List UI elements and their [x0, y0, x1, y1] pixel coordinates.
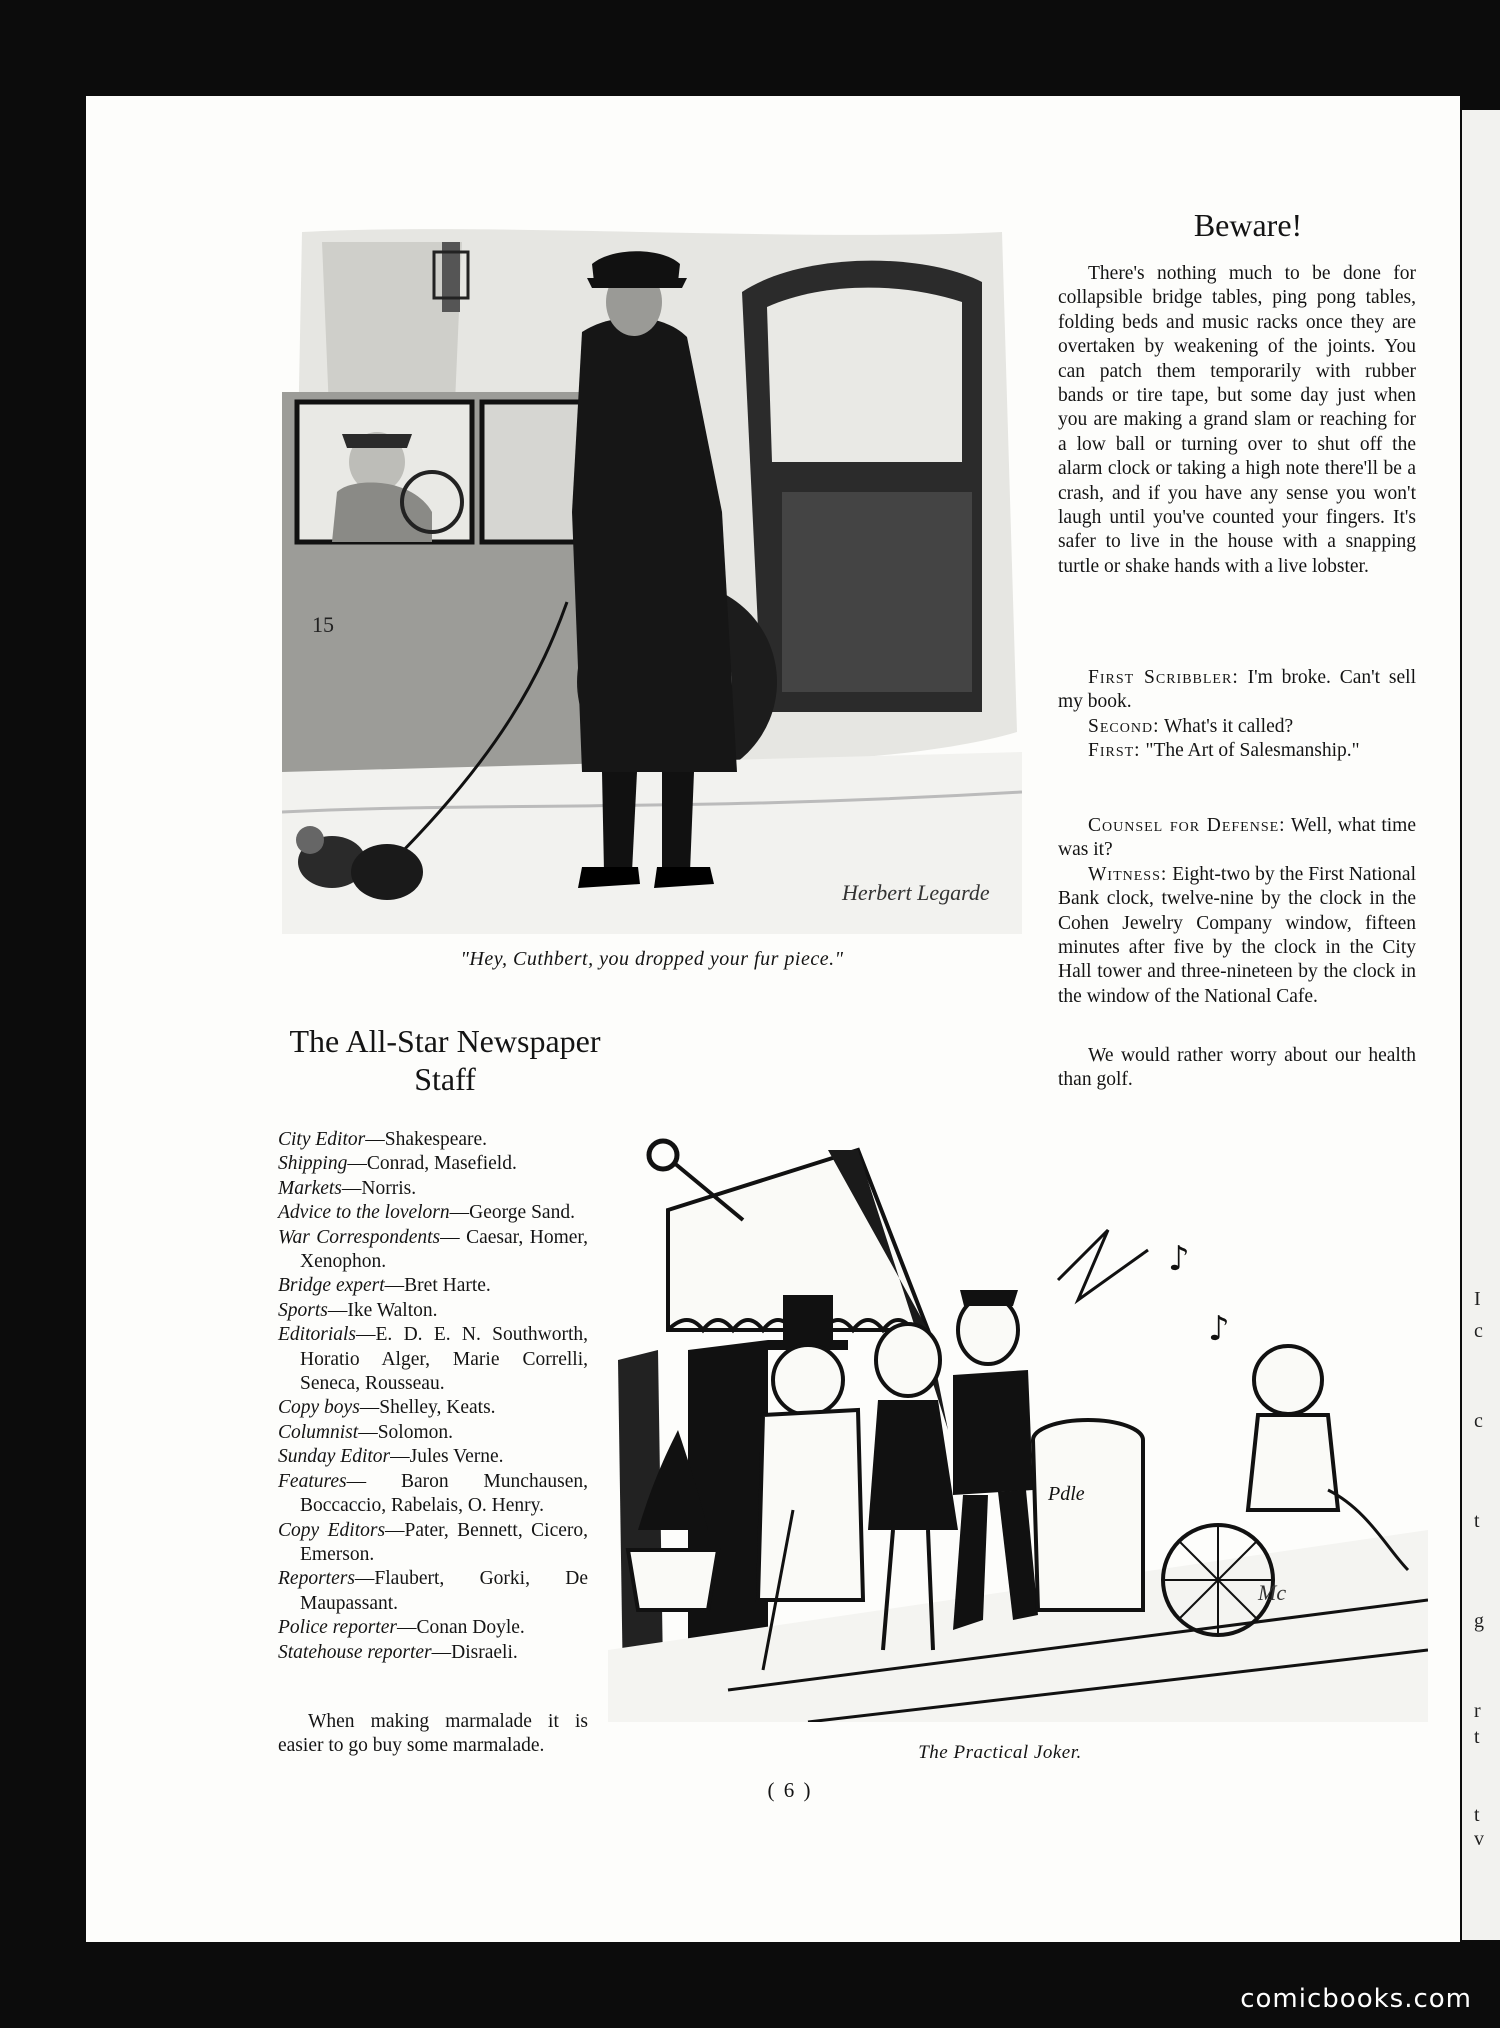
staff-names: Conan Doyle.	[416, 1617, 525, 1639]
staff-item	[278, 1128, 588, 1152]
facing-page-letter: t	[1474, 1804, 1480, 1826]
staff-names: Flaubert, Gorki, De Maupassant.	[300, 1568, 588, 1614]
staff-dash: —	[396, 1617, 417, 1639]
staff-item	[278, 1445, 588, 1469]
staff-names: Caesar, Homer, Xenophon.	[300, 1226, 588, 1273]
facing-page-letter: r	[1474, 1700, 1481, 1722]
staff-names: Solomon.	[377, 1421, 453, 1443]
facing-page-letter: I	[1474, 1288, 1481, 1310]
speaker-label: First Scribbler:	[1088, 667, 1239, 688]
joke-text: What's it called?	[1164, 715, 1294, 737]
staff-names: George Sand.	[469, 1202, 575, 1224]
speaker-label: Counsel for Defense:	[1088, 815, 1286, 836]
golf-joke	[1058, 1044, 1416, 1093]
joke-text: "The Art of Salesmanship."	[1145, 740, 1360, 762]
staff-role: Sports	[278, 1299, 328, 1321]
joke-text: Eight-two by the First National Bank clock, twelve-nine by the clock in the Cohen Jewelry Company window, fifteen minutes after five by the clock in the City Hall tower and three-nineteen by the clock in the window of the National Cafe.	[1058, 863, 1416, 1007]
staff-role: War Correspondents	[278, 1226, 441, 1248]
watermark: comicbooks.com	[1240, 1984, 1472, 2014]
staff-item	[278, 1152, 588, 1176]
speaker-label: Second:	[1088, 715, 1160, 737]
svg-text:♪: ♪	[1168, 1239, 1190, 1279]
doorman-cartoon-caption: "Hey, Cuthbert, you dropped your fur piece."	[460, 948, 844, 970]
staff-names: Shelley, Keats.	[379, 1397, 496, 1419]
staff-names: Pater, Bennett, Cicero, Emerson.	[300, 1519, 588, 1565]
staff-item	[278, 1323, 588, 1396]
staff-role: Columnist	[278, 1421, 359, 1443]
marmalade-joke	[278, 1710, 588, 1759]
staff-list	[278, 1128, 588, 1665]
joke-line	[1058, 715, 1416, 739]
staff-names: Bret Harte.	[404, 1275, 491, 1297]
staff-item	[278, 1567, 588, 1616]
staff-dash: —	[359, 1397, 380, 1419]
can-label: Pdle	[1048, 1483, 1085, 1505]
doorman-cartoon-drawing	[282, 212, 1022, 934]
staff-role: City Editor	[278, 1129, 366, 1150]
staff-item	[278, 1201, 588, 1225]
joke-line	[1058, 863, 1416, 1009]
staff-role: Statehouse reporter	[278, 1641, 432, 1663]
staff-role: Copy boys	[278, 1397, 360, 1419]
counsel-joke	[1058, 814, 1416, 1009]
staff-dash: —	[449, 1202, 470, 1224]
staff-item	[278, 1519, 588, 1568]
facing-page-letter: g	[1474, 1610, 1484, 1632]
staff-item	[278, 1299, 588, 1323]
staff-item	[278, 1177, 588, 1201]
staff-names: Jules Verne.	[409, 1446, 504, 1468]
practical-joker-cartoon	[608, 1130, 1428, 1722]
staff-role: Markets	[278, 1177, 342, 1199]
joke-text: Well, what time was it?	[1058, 815, 1416, 861]
staff-role: Advice to the lovelorn	[278, 1202, 450, 1224]
staff-dash: —	[327, 1299, 348, 1321]
facing-page-letter: t	[1474, 1726, 1480, 1748]
staff-names: Ike Walton.	[347, 1299, 438, 1321]
staff-dash: —	[341, 1177, 362, 1199]
staff-dash: —	[385, 1519, 405, 1541]
staff-dash: —	[384, 1275, 405, 1297]
beware-body: There's nothing much to be done for collapsible bridge tables, ping pong tables, folding beds and music racks once they are overtaken by weakening of the joints. You can patch them temporarily with rubber bands or tire tape, but some day just when you are making a grand slam or reaching for a low ball or turning over to shut off the alarm clock or taking a high note there'll be a crash, and if you have any sense you won't laugh until you've counted your fingers. It's safer to live in the house with a snapping turtle or shake hands with a live lobster.	[1058, 263, 1416, 577]
staff-item	[278, 1641, 588, 1665]
speaker-label: First:	[1088, 740, 1141, 762]
staff-dash: —	[431, 1641, 452, 1663]
svg-text:♪: ♪	[1208, 1309, 1230, 1349]
staff-role: Sunday Editor	[278, 1446, 391, 1468]
beware-heading: Beware!	[1193, 207, 1303, 243]
joke-line	[1058, 666, 1416, 715]
staff-role: Copy Editors	[278, 1519, 386, 1541]
staff-dash: —	[390, 1446, 410, 1468]
staff-names: Disraeli.	[451, 1641, 518, 1663]
staff-role: Editorials	[278, 1324, 357, 1346]
svg-text:Mc: Mc	[1258, 1580, 1287, 1605]
practical-joker-caption: The Practical Joker.	[918, 1742, 1082, 1763]
facing-page-letter: t	[1474, 1510, 1480, 1532]
staff-role: Bridge expert	[278, 1275, 385, 1297]
staff-names: Baron Munchausen, Boccaccio, Rabelais, O. Henry.	[300, 1470, 588, 1517]
staff-names: E. D. E. N. Southworth, Horatio Alger, Marie Correlli, Seneca, Rousseau.	[300, 1324, 588, 1395]
staff-item	[278, 1274, 588, 1298]
staff-dash: —	[365, 1129, 385, 1150]
facing-page-letter: v	[1474, 1828, 1484, 1850]
facing-page-letter: c	[1474, 1410, 1483, 1432]
staff-heading-line: The All-Star Newspaper	[289, 1023, 601, 1059]
page-number: ( 6 )	[767, 1778, 813, 1802]
joke-line	[1058, 739, 1416, 763]
staff-item	[278, 1470, 588, 1519]
staff-dash: —	[358, 1421, 378, 1443]
facing-page-letter: c	[1474, 1320, 1483, 1342]
staff-role: Reporters	[278, 1568, 355, 1590]
beware-article	[1058, 262, 1416, 579]
golf-joke-text: We would rather worry about our health than golf.	[1058, 1045, 1416, 1091]
staff-item	[278, 1226, 588, 1275]
staff-names: Conrad, Masefield.	[366, 1153, 517, 1175]
car-number: 15	[312, 612, 334, 637]
scribbler-joke	[1058, 666, 1416, 764]
staff-item	[278, 1396, 588, 1420]
doorman-cartoon	[282, 212, 1022, 934]
staff-heading	[270, 1022, 620, 1099]
staff-item	[278, 1421, 588, 1445]
svg-text:Herbert Legarde: Herbert Legarde	[842, 880, 990, 905]
staff-dash: —	[346, 1470, 367, 1492]
staff-role: Features	[278, 1470, 347, 1492]
staff-dash: —	[440, 1226, 460, 1248]
speaker-label: Witness:	[1088, 863, 1168, 885]
staff-names: Norris.	[361, 1177, 417, 1199]
staff-role: Shipping	[278, 1153, 348, 1175]
joke-text: I'm broke. Can't sell my book.	[1058, 667, 1416, 713]
staff-dash: —	[347, 1153, 367, 1175]
practical-joker-drawing	[608, 1130, 1428, 1722]
staff-names: Shakespeare.	[384, 1129, 488, 1150]
joke-line	[1058, 814, 1416, 863]
staff-role: Police reporter	[278, 1617, 397, 1639]
staff-dash: —	[354, 1568, 375, 1590]
staff-dash: —	[356, 1324, 376, 1346]
facing-page-edge	[1462, 110, 1500, 1940]
marmalade-text: When making marmalade it is easier to go buy some marmalade.	[278, 1711, 588, 1757]
staff-heading-line: Staff	[414, 1061, 476, 1098]
staff-item	[278, 1616, 588, 1640]
